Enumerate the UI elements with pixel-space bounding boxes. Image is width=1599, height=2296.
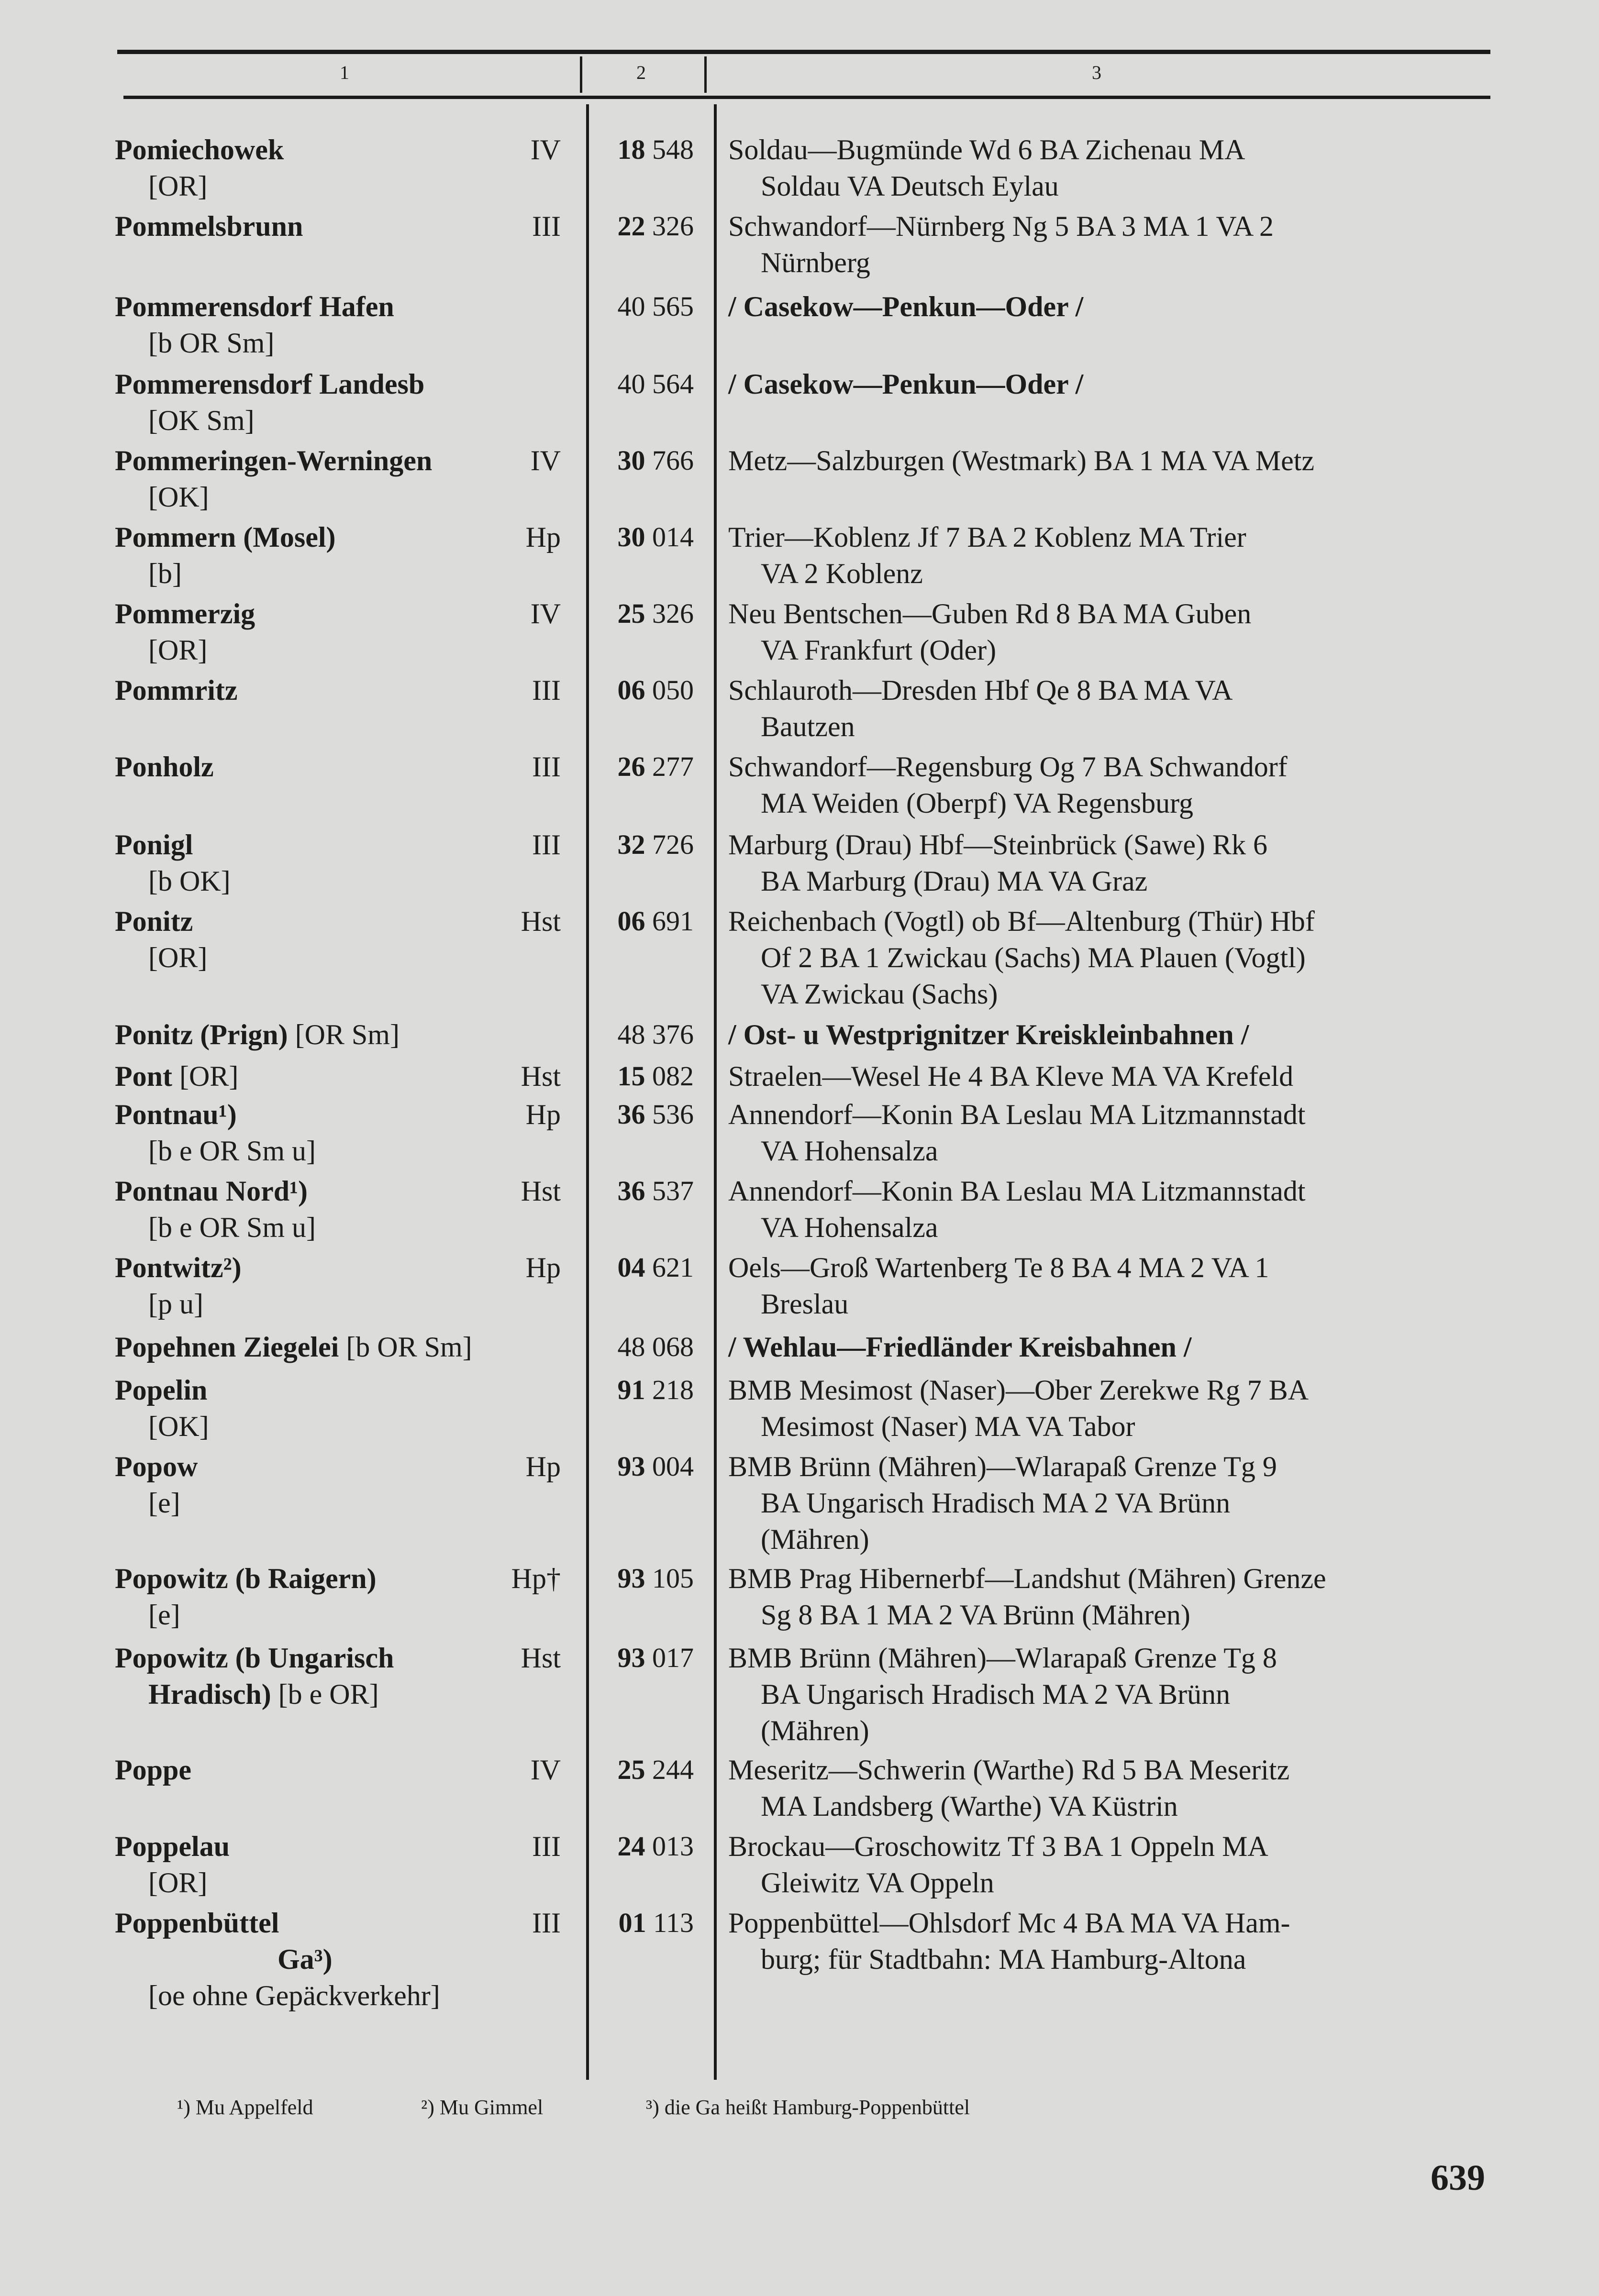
station-number: 18 548 (617, 134, 694, 165)
station-name: Ponitz (115, 905, 193, 937)
station-name: Poppelau (115, 1831, 230, 1862)
station-class: III (532, 674, 561, 706)
column-header-1: 1 (340, 62, 349, 83)
station-class: IV (530, 1754, 561, 1786)
station-name: Pommelsbrunn (115, 210, 303, 242)
station-name: Pommeringen-Werningen (115, 445, 433, 476)
station-name: Pontnau¹) (115, 1099, 237, 1130)
station-name: Popowitz (b Ungarisch (115, 1642, 394, 1674)
route-info: Soldau—Bugmünde Wd 6 BA Zichenau MA Soldau VA Deutsch Eylau (728, 134, 1245, 202)
station-class: Hp (525, 1252, 561, 1283)
station-number: 36 536 (617, 1099, 694, 1130)
station-class: III (532, 210, 561, 242)
header-bottom-rule (123, 96, 1490, 99)
station-tags: [e] (148, 1487, 180, 1519)
route-info: Brockau—Groschowitz Tf 3 BA 1 Oppeln MA Gleiwitz VA Oppeln (728, 1831, 1268, 1899)
route-info: Neu Bentschen—Guben Rd 8 BA MA Guben VA Frankfurt (Oder) (728, 598, 1252, 666)
station-name-continued: Ga³) (278, 1943, 333, 1975)
route-info: Straelen—Wesel He 4 BA Kleve MA VA Krefeld (728, 1060, 1294, 1092)
station-class: IV (530, 134, 561, 166)
station-name: Pommritz (115, 674, 238, 706)
station-number: 93 004 (617, 1451, 694, 1482)
station-number: 01 113 (618, 1907, 694, 1938)
station-number: 15 082 (617, 1060, 694, 1092)
station-class: IV (530, 598, 561, 629)
route-info: Meseritz—Schwerin (Warthe) Rd 5 BA Meseritz MA Landsberg (Warthe) VA Küstrin (728, 1754, 1290, 1822)
footnote-3: ³) die Ga heißt Hamburg-Poppenbüttel (646, 2096, 970, 2119)
station-name: Pontnau Nord¹) (115, 1175, 308, 1207)
station-number: 30 766 (617, 445, 694, 476)
footnote-1: ¹) Mu Appelfeld (177, 2096, 313, 2119)
station-class: III (532, 1831, 561, 1862)
route-info: / Ost- u Westprignitzer Kreiskleinbahnen / (728, 1019, 1249, 1050)
station-name: Ponholz (115, 751, 214, 783)
station-tags: [OK] (148, 481, 209, 513)
route-info: Schwandorf—Nürnberg Ng 5 BA 3 MA 1 VA 2 Nürnberg (728, 210, 1274, 278)
station-number: 24 013 (617, 1831, 694, 1862)
station-name: Pommerzig (115, 598, 255, 629)
station-class: III (532, 829, 561, 861)
route-info: BMB Brünn (Mähren)—Wlarapaß Grenze Tg 9 BA Ungarisch Hradisch MA 2 VA Brünn (Mähren) (728, 1451, 1277, 1555)
station-tags: [OR] (148, 170, 208, 202)
station-name: Pomiechowek (115, 134, 284, 166)
station-number: 32 726 (617, 829, 694, 860)
station-name: Pommerensdorf Hafen (115, 291, 394, 322)
route-info: Trier—Koblenz Jf 7 BA 2 Koblenz MA Trier VA 2 Koblenz (728, 521, 1246, 589)
station-class: Hp (525, 1099, 561, 1130)
station-tags: [OR] (148, 1867, 208, 1899)
station-name: Pont (115, 1060, 172, 1092)
station-number: 25 244 (617, 1754, 694, 1785)
route-info: BMB Mesimost (Naser)—Ober Zerekwe Rg 7 BA Mesimost (Naser) MA VA Tabor (728, 1374, 1309, 1442)
station-class: Hp (525, 1451, 561, 1482)
station-tags: [b] (148, 558, 182, 589)
column-header-2: 2 (636, 62, 646, 83)
column-divider-2-header (704, 56, 707, 93)
station-tags: [b e OR] (278, 1678, 379, 1710)
station-tags: [OR Sm] (295, 1019, 400, 1050)
station-name: Pontwitz²) (115, 1252, 242, 1283)
station-name: Popehnen Ziegelei (115, 1331, 339, 1363)
route-info: Metz—Salzburgen (Westmark) BA 1 MA VA Metz (728, 445, 1315, 476)
route-info: Reichenbach (Vogtl) ob Bf—Altenburg (Thür) Hbf Of 2 BA 1 Zwickau (Sachs) MA Plauen (Vogtl) VA Zwickau (Sachs) (728, 905, 1315, 1010)
station-tags: [b OR Sm] (346, 1331, 472, 1363)
station-class: Hst (521, 1060, 561, 1092)
station-number: 48 376 (617, 1019, 694, 1050)
station-tags: [OR] (148, 942, 208, 973)
column-divider-1-header (580, 56, 582, 93)
station-number: 36 537 (617, 1175, 694, 1206)
station-number: 30 014 (617, 521, 694, 552)
station-tags: [e] (148, 1599, 180, 1631)
station-tags: [oe ohne Gepäckverkehr] (148, 1980, 440, 2011)
station-name-continued: Hradisch) (148, 1678, 271, 1710)
top-rule (117, 50, 1490, 54)
station-name: Popowitz (b Raigern) (115, 1563, 377, 1594)
route-info: Schlauroth—Dresden Hbf Qe 8 BA MA VA Bautzen (728, 674, 1233, 742)
station-tags: [OK] (148, 1411, 209, 1442)
route-info: Oels—Groß Wartenberg Te 8 BA 4 MA 2 VA 1 Breslau (728, 1252, 1269, 1320)
route-info: / Casekow—Penkun—Oder / (728, 368, 1084, 400)
station-name: Popelin (115, 1374, 208, 1406)
route-info: Schwandorf—Regensburg Og 7 BA Schwandorf MA Weiden (Oberpf) VA Regensburg (728, 751, 1288, 819)
station-number: 22 326 (617, 210, 694, 242)
station-name: Ponitz (Prign) (115, 1019, 288, 1050)
route-info: Annendorf—Konin BA Leslau MA Litzmannstadt VA Hohensalza (728, 1175, 1306, 1243)
route-info: BMB Brünn (Mähren)—Wlarapaß Grenze Tg 8 BA Ungarisch Hradisch MA 2 VA Brünn (Mähren) (728, 1642, 1277, 1746)
station-name: Popow (115, 1451, 198, 1482)
station-name: Pommerensdorf Landesb (115, 368, 425, 400)
station-tags: [OK Sm] (148, 405, 255, 436)
station-tags: [p u] (148, 1288, 203, 1320)
station-tags: [b e OR Sm u] (148, 1212, 316, 1243)
station-number: 40 564 (617, 368, 694, 399)
station-number: 40 565 (617, 291, 694, 322)
station-tags: [b OK] (148, 865, 231, 897)
route-info: Poppenbüttel—Ohlsdorf Mc 4 BA MA VA Ham- burg; für Stadtbahn: MA Hamburg-Altona (728, 1907, 1290, 1975)
station-class: Hp† (511, 1563, 561, 1594)
station-tags: [b OR Sm] (148, 327, 275, 359)
station-class: IV (530, 445, 561, 476)
station-name: Pommern (Mosel) (115, 521, 336, 553)
page-number: 639 (1431, 2158, 1485, 2198)
station-class: Hp (525, 521, 561, 553)
station-number: 48 068 (617, 1331, 694, 1362)
station-name: Poppenbüttel (115, 1907, 279, 1939)
footnote-2: ²) Mu Gimmel (421, 2096, 544, 2119)
station-tags: [b e OR Sm u] (148, 1135, 316, 1167)
route-info: BMB Prag Hibernerbf—Landshut (Mähren) Grenze Sg 8 BA 1 MA 2 VA Brünn (Mähren) (728, 1563, 1326, 1631)
station-number: 25 326 (617, 598, 694, 629)
station-name: Ponigl (115, 829, 193, 861)
route-info: / Casekow—Penkun—Oder / (728, 291, 1084, 322)
column-divider-2 (714, 104, 717, 2080)
station-number: 06 691 (617, 905, 694, 937)
station-class: Hst (521, 1175, 561, 1207)
station-class: Hst (521, 905, 561, 937)
station-class: III (532, 1907, 561, 1939)
station-number: 06 050 (617, 674, 694, 706)
station-tags: [OR] (148, 634, 208, 666)
column-header-3: 3 (1092, 62, 1101, 83)
station-number: 04 621 (617, 1252, 694, 1283)
route-info: Annendorf—Konin BA Leslau MA Litzmannstadt VA Hohensalza (728, 1099, 1306, 1167)
station-number: 93 105 (617, 1563, 694, 1594)
station-number: 93 017 (617, 1642, 694, 1673)
station-tags: [OR] (179, 1060, 239, 1092)
station-number: 91 218 (617, 1374, 694, 1405)
station-name: Poppe (115, 1754, 192, 1786)
station-class: Hst (521, 1642, 561, 1674)
station-class: III (532, 751, 561, 783)
route-info: Marburg (Drau) Hbf—Steinbrück (Sawe) Rk 6 BA Marburg (Drau) MA VA Graz (728, 829, 1267, 897)
route-info: / Wehlau—Friedländer Kreisbahnen / (728, 1331, 1192, 1363)
station-number: 26 277 (617, 751, 694, 782)
